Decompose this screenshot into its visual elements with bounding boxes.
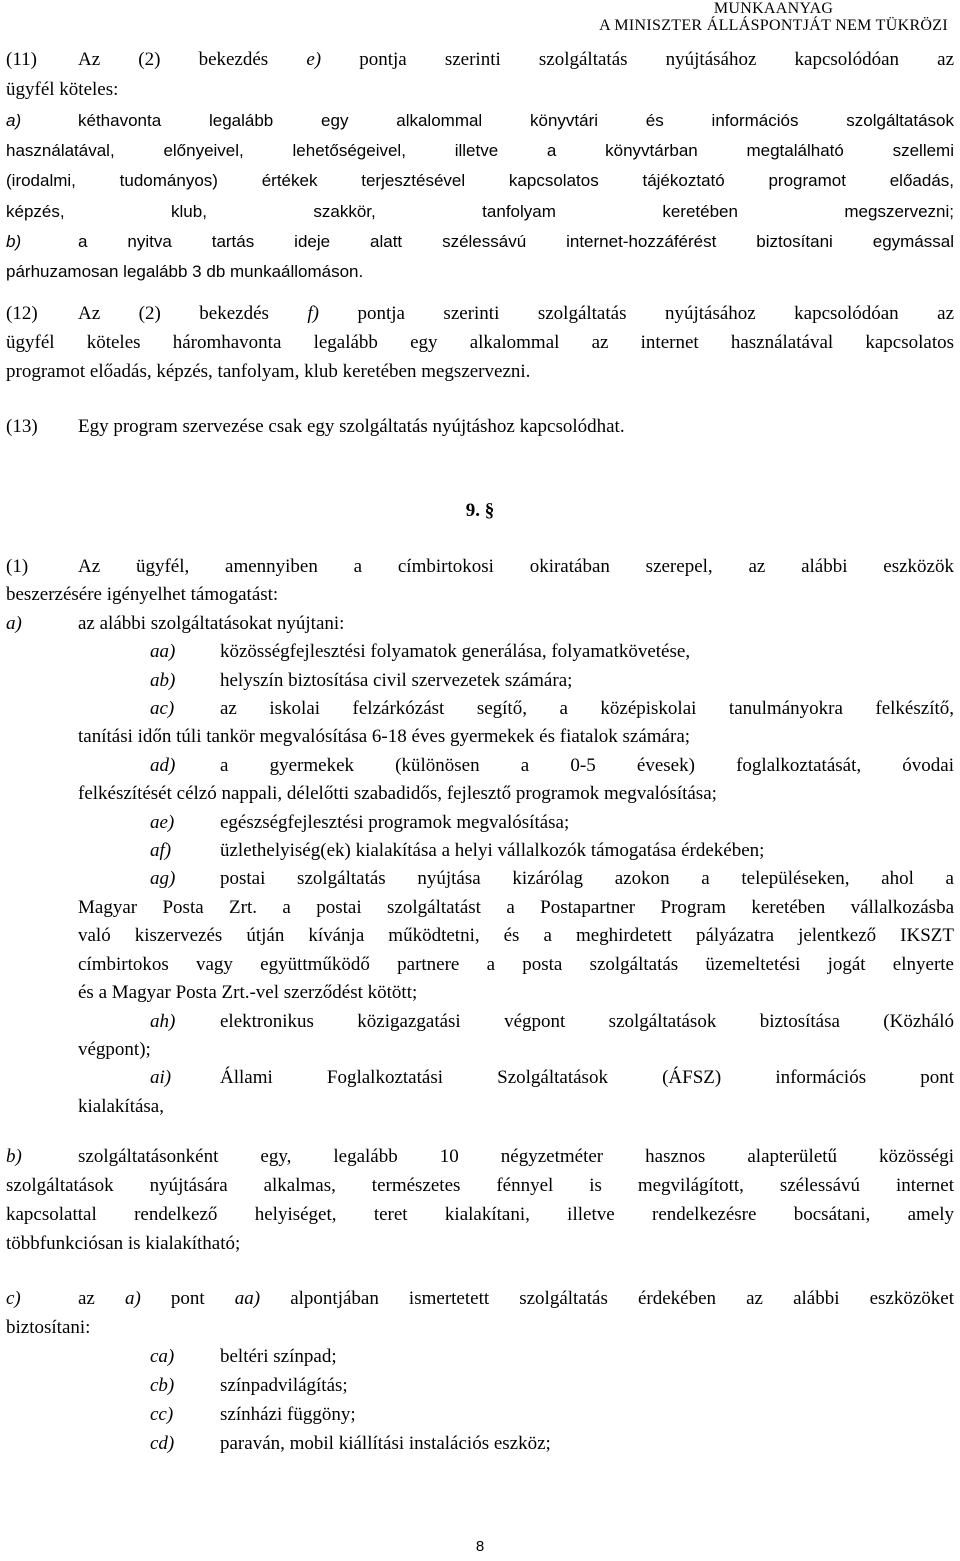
s9-item-ai-line-2: kialakítása,: [78, 1095, 164, 1117]
paragraph-11-line-1: (11) Az (2) bekezdés e) pontja szerinti szolgáltatás nyújtásához kapcsolódóan az: [6, 49, 955, 70]
item-a-line-3: (irodalmi, tudományos) értékek terjesztésével kapcsolatos tájékoztató programot előadás,: [6, 171, 954, 191]
paragraph-12-line-3: programot előadás, képzés, tanfolyam, klub keretében megszervezni.: [6, 361, 531, 382]
header-line-1: MUNKAANYAG: [713, 0, 834, 17]
item-b-line-2: párhuzamosan legalább 3 db munkaállomáson.: [6, 262, 364, 282]
s9-item-af: af) üzlethelyiség(ek) kialakítása a helyi vállalkozók támogatása érdekében;: [150, 840, 765, 862]
s9-item-ag-line-2: Magyar Posta Zrt. a postai szolgáltatást a Postapartner Program keretében vállalkozásba: [78, 896, 954, 918]
section-9-paragraph-1: [6, 553, 954, 1121]
item-b-line-1: b) a nyitva tartás ideje alatt szélessávú internet-hozzáférést biztosítani egymással: [6, 231, 954, 251]
section-9-item-b: [6, 1142, 954, 1258]
paragraph-11-line-2: ügyfél köteles:: [6, 79, 119, 100]
paragraph-13: [6, 412, 954, 441]
s9-item-b-line-1: b) szolgáltatásonként egy, legalább 10 négyzetméter hasznos alapterületű közösségi: [6, 1146, 954, 1167]
paragraph-11: [6, 45, 954, 105]
s9-p1-line-1: (1) Az ügyfél, amennyiben a címbirtokosi okiratában szerepel, az alábbi eszközök: [6, 556, 954, 577]
s9-item-ag-line-4: címbirtokos vagy együttműködő partnere a posta szolgáltatás üzemeltetési jogát elnyerte: [78, 953, 954, 975]
s9-item-ah-line-2: végpont);: [78, 1038, 151, 1060]
s9-item-ca: ca) beltéri színpad;: [150, 1346, 337, 1367]
paragraph-11-items: [6, 106, 954, 287]
s9-item-aa: aa) közösségfejlesztési folyamatok generálása, folyamatkövetése,: [150, 641, 691, 663]
item-a-line-2: használatával, előnyeivel, lehetőségeivel, illetve a könyvtárban megtalálható szellemi: [6, 141, 954, 161]
s9-item-b-line-3: kapcsolattal rendelkező helyiséget, teret kialakítani, illetve rendelkezésre bocsátani, amely: [6, 1204, 954, 1225]
s9-item-ae: ae) egészségfejlesztési programok megvalósítása;: [150, 811, 570, 833]
s9-item-cb: cb) színpadvilágítás;: [150, 1375, 348, 1396]
s9-item-cd: cd) paraván, mobil kiállítási instalációs eszköz;: [150, 1433, 551, 1454]
header-line-2: A MINISZTER ÁLLÁSPONTJÁT NEM TÜKRÖZI: [599, 17, 948, 34]
section-9-item-c: [6, 1284, 954, 1458]
paragraph-12-line-2: ügyfél köteles háromhavonta legalább egy alkalommal az internet használatával kapcsolatos: [6, 332, 954, 353]
s9-item-ac-line-2: tanítási időn túli tankör megvalósítása 6-18 éves gyermekek és fiatalok számára;: [78, 726, 691, 748]
s9-item-ad-line-2: felkészítését célzó nappali, délelőtti szabadidős, fejlesztő programok megvalósítása;: [78, 783, 717, 805]
s9-item-b-line-2: szolgáltatások nyújtására alkalmas, természetes fénnyel is megvilágított, szélessávú internet: [6, 1175, 954, 1196]
page-header: [599, 0, 948, 34]
s9-p1-line-2: beszerzésére igényelhet támogatást:: [6, 584, 279, 606]
s9-item-ah-line-1: ah) elektronikus közigazgatási végpont szolgáltatások biztosítása (Közháló: [150, 1010, 954, 1032]
s9-item-ac-line-1: ac) az iskolai felzárkózást segítő, a középiskolai tanulmányokra felkészítő,: [150, 698, 954, 720]
paragraph-12-line-1: (12) Az (2) bekezdés f) pontja szerinti szolgáltatás nyújtásához kapcsolódóan az: [6, 303, 954, 324]
s9-item-ag-line-1: ag) postai szolgáltatás nyújtása kizárólag azokon a településeken, ahol a: [150, 868, 954, 890]
s9-item-a: a) az alábbi szolgáltatásokat nyújtani:: [6, 612, 345, 634]
paragraph-12: [6, 299, 954, 386]
s9-item-c-line-1: c) az a) pont aa) alpontjában ismertetett szolgáltatás érdekében az alábbi eszközöket: [6, 1288, 954, 1309]
item-a-line-4: képzés, klub, szakkör, tanfolyam keretében megszervezni;: [6, 201, 954, 221]
s9-item-ad-line-1: ad) a gyermekek (különösen a 0-5 évesek) foglalkoztatását, óvodai: [150, 754, 954, 776]
page-number: 8: [475, 1538, 485, 1555]
s9-item-c-line-2: biztosítani:: [6, 1317, 91, 1338]
section-title: 9. §: [465, 500, 495, 521]
item-a-line-1: a) kéthavonta legalább egy alkalommal könyvtári és információs szolgáltatások: [6, 111, 954, 130]
s9-item-ag-line-5: és a Magyar Posta Zrt.-vel szerződést kötött;: [78, 982, 418, 1004]
s9-item-ag-line-3: való kiszervezés útján kívánja működtetni, és a meghirdetett pályázatra jelentkező IKSZT: [78, 925, 954, 947]
paragraph-13-line: (13) Egy program szervezése csak egy szolgáltatás nyújtáshoz kapcsolódhat.: [6, 416, 625, 437]
s9-item-b-line-4: többfunkciósan is kialakítható;: [6, 1233, 241, 1254]
s9-item-cc: cc) színházi függöny;: [150, 1404, 356, 1425]
s9-item-ai-line-1: ai) Állami Foglalkoztatási Szolgáltatások (ÁFSZ) információs pont: [150, 1067, 954, 1089]
s9-item-ab: ab) helyszín biztosítása civil szervezetek számára;: [150, 669, 573, 691]
